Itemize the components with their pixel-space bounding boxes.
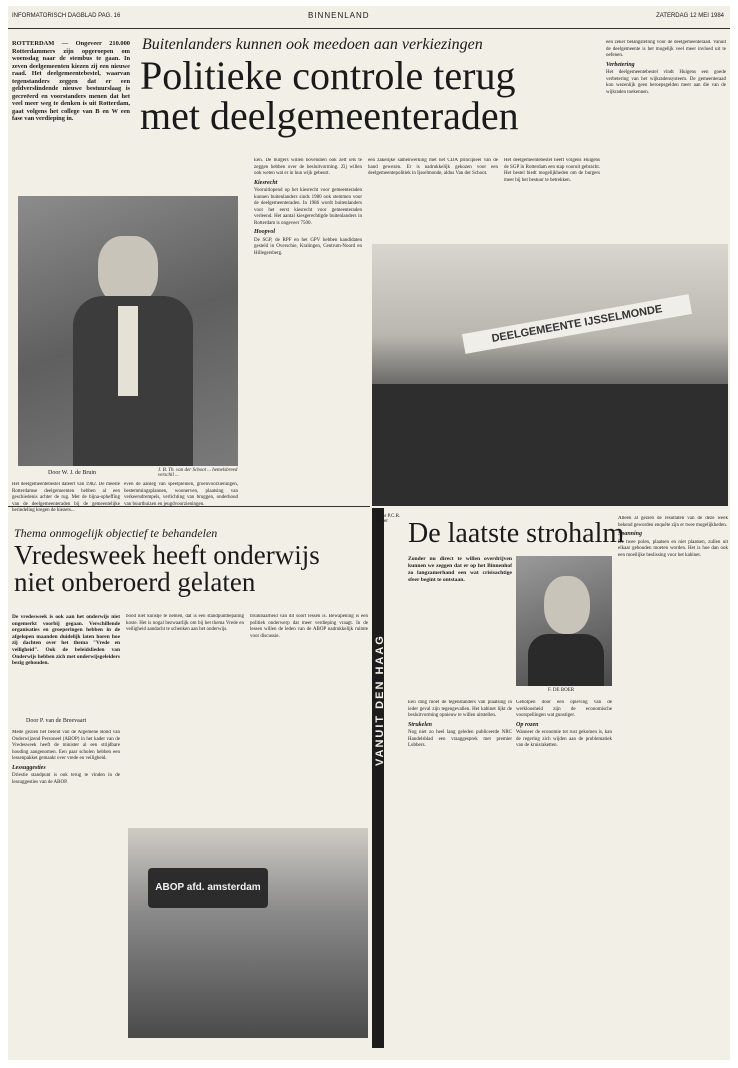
column-label-bar xyxy=(372,508,384,1048)
article1-headline: Politieke controle terug met deelgemeenteraden xyxy=(140,53,519,138)
header-left: INFORMATORISCH DAGBLAD PAG. 16 xyxy=(12,13,121,19)
header-section: BINNENLAND xyxy=(308,11,370,20)
subhead-kiesrecht: Kiesrecht xyxy=(254,179,278,186)
subhead-op-rozen: Op rozen xyxy=(516,721,539,728)
article2-col1: Mede gezien het beleid van de Algemene Bond van Onderwijzend Personeel (ABOP) in het kader van de Vredesweek heeft de minister al een strijdbare houding aangenomen. Een paar scholen hebben een lessenpakket gemaakt over vrede en veiligheid. Lessuggesties Driestie standpunt is ook terug te vinden in de lessuggesties van de ABOP. xyxy=(12,730,120,785)
subhead-strukelen: Strukelen xyxy=(408,721,433,728)
column-label: VANUIT DEN HAAG xyxy=(374,634,386,766)
de-boer-caption: F. DE BOER xyxy=(548,688,575,693)
subhead-hoopvol: Hoopvol xyxy=(254,229,275,235)
subhead-spanning: Spanning xyxy=(618,531,643,537)
rule-top xyxy=(8,506,370,507)
article1-col1: Het deelgemeentebestel dateert van 1982. De meeste Rotterdamse deelgemeenten hebben al een geschiedenis achter de rug. Met de bijna-opheffing van de deelgemeenteraden bij de gemeentelijke herindeling kregen de kiezers... xyxy=(12,482,120,513)
article1-col2: even de aanleg van speelpleinen, groenvoorzieningen, bestemmingsplannen, woonerven, plaatsing van verkeersdrempels, verlichting van bruggen, onderhoud van buurthuizen en jeugdvoorzieningen. xyxy=(124,482,238,507)
article3-col2: Geholpen door een opleving van de werkloosheid zijn de economische voorspellingen wat gunstiger. Op rozen Wanneer de economie tot rust gekomen is, kan de regering zich wijden aan de problematiek van de kruisraketten. xyxy=(516,700,612,748)
newspaper-page xyxy=(8,6,730,1060)
subhead-lessuggesties: Lessuggesties xyxy=(12,764,46,771)
article1-byline: Door W. J. de Bruin xyxy=(48,470,96,476)
article1-col5: Het deelgemeentebestel heeft volgens Huigens de SGP in Rotterdam een stap vooruit gebracht. Het bestel biedt mogelijkheden om de burgers meer bij het bestuur te betrekken. xyxy=(504,158,600,183)
article2-intro: De vredesweek is ook aan het onderwijs niet ongemerkt voorbij gegaan. Verschillende organisaties en groeperingen hebben in de afgelopen maanden duidelijk laten horen hoe zij dachten over het thema "Vrede en veiligheid". Ook de beleidslieden van Onderwijs hebben zich met onderwijsgeleiders bezig gehouden. xyxy=(12,614,120,667)
portrait-photo xyxy=(18,196,238,466)
article3-col1: Een ding moet de tegenstanders van plaatsing in ieder geval zijn tegengevallen. Het kabinet lijkt de besluitvorming opnieuw te willen uitstellen. Strukelen Nog niet zo heel lang geleden publiceerde NRC Handelsblad een vraaggesprek met premier Lubbers. xyxy=(408,700,512,748)
article2-kicker: Thema onmogelijk objectief te behandelen xyxy=(14,526,218,540)
article3-intro: Zonder nu direct te willen overdrijven kunnen we zeggen dat er op het Binnenhof zo langzamerhand een wat crisisachtige sfeer begint te ontstaan. xyxy=(408,556,512,583)
top-intro: ROTTERDAM — Ongeveer 210.000 Rotterdammers zijn opgeroepen om woensdag naar de stembus te gaan. In zeven deelgemeenten kiezen zij een nieuwe raad. Het deelgemeentebestel, waarvan tegenstanders zeggen dat er een geldverslindende nieuwe bestuurslaag is gecreëerd en voorstanders menen dat het veel meer weg te denken is uit Rotterdam, gaat volgens het college van B en W een fase van verdieping in. xyxy=(12,40,130,122)
portrait-caption: J. B. Th. van der Schoot ... hemelsbreed verschil ... xyxy=(158,468,238,478)
article1-col4: een zakelijke samenwerking met het CDA principieel van de hand gewezen. Er is nadrukkelijk gekozen voor een deelgemeentepolitiek in Ijsselmonde, aldus Van der Schoot. xyxy=(368,158,498,176)
article2-byline: Door P. van de Breevaart xyxy=(26,718,87,724)
ijsselmonde-photo xyxy=(372,244,728,506)
banner-photo-text: DEELGEMEENTE IJSSELMONDE xyxy=(462,294,692,354)
article2-col2: bood niet kunstje te nemen, dat is een standpuntbepaling koste. Het is nogal bezwaarlijk om bij het thema Vrede en veiligheid aandacht te schenken aan het onderwijs. xyxy=(126,614,244,632)
article2-headline: Vredesweek heeft onderwijs niet onberoerd gelaten xyxy=(14,540,320,597)
de-boer-photo xyxy=(516,556,612,686)
abop-demonstration-photo xyxy=(128,828,368,1038)
article3-headline: De laatste strohalm xyxy=(408,518,625,549)
header-date: ZATERDAG 12 MEI 1984 xyxy=(656,13,724,19)
article2-col3: bruikbaarheid van dit soort lessen is. Bewapening is een politiek onderwerp dat meer verdieping vraagt. In de lessen willen de leden van de ABOP nadrukkelijk ruimte voor discussie. xyxy=(250,614,368,639)
article1-kicker: Buitenlanders kunnen ook meedoen aan verkiezingen xyxy=(142,36,483,53)
article1-col3: Een. De burgers willen bovendien ook zelf iets te zeggen hebben over de besluitvorming. Zij willen ook weten wat er in hun wijk gebeurt. Kiesrecht Vooruitlopend op het kiesrecht voor gemeenteraden kunnen buitenlanders sinds 1980 ook stemmen voor de deelgemeenteraden. In 1986 wordt buitenlanders voor het eerst kiesrecht voor gemeenteraden verleend. Het aantal kiesgerechtigde buitenlanders in Rotterdam is ongeveer 7500. Hoopvol De SGP, de RPF en het GPV hebben kandidaten gesteld in Overschie, Kralingen, Centrum-Noord en Hillegersberg. xyxy=(254,158,362,256)
subhead-verbetering: Verbetering xyxy=(606,61,635,68)
page-header xyxy=(8,6,730,29)
article3-byline: Door P.C.R. Beker xyxy=(376,514,401,524)
article3-col3: Alleen al gezien de resultaten van de deze week bekend geworden enquête zijn er twee mogelijkheden. Spanning De twee polen, plaatsen en niet plaatsen, zullen uit elkaar gehouden moeten worden. Het is hoe dan ook een moeilijke beslissing voor het kabinet. xyxy=(618,516,728,558)
article1-col6: een zeker belangstelling voor de deelgemeenteraad. Vanuit de deelgemeente is het mogelijk veel meer invloed uit te oefenen. Verbetering Het deelgemeentebestel vindt Huigens een goede verbetering van het wijkradensysteem. De gemeenteraad kon wezenlijk geen beroepsgelden meer aan die van de wijkraden toekennen. xyxy=(606,40,726,95)
abop-banner-text: ABOP afd. amsterdam xyxy=(148,868,268,908)
